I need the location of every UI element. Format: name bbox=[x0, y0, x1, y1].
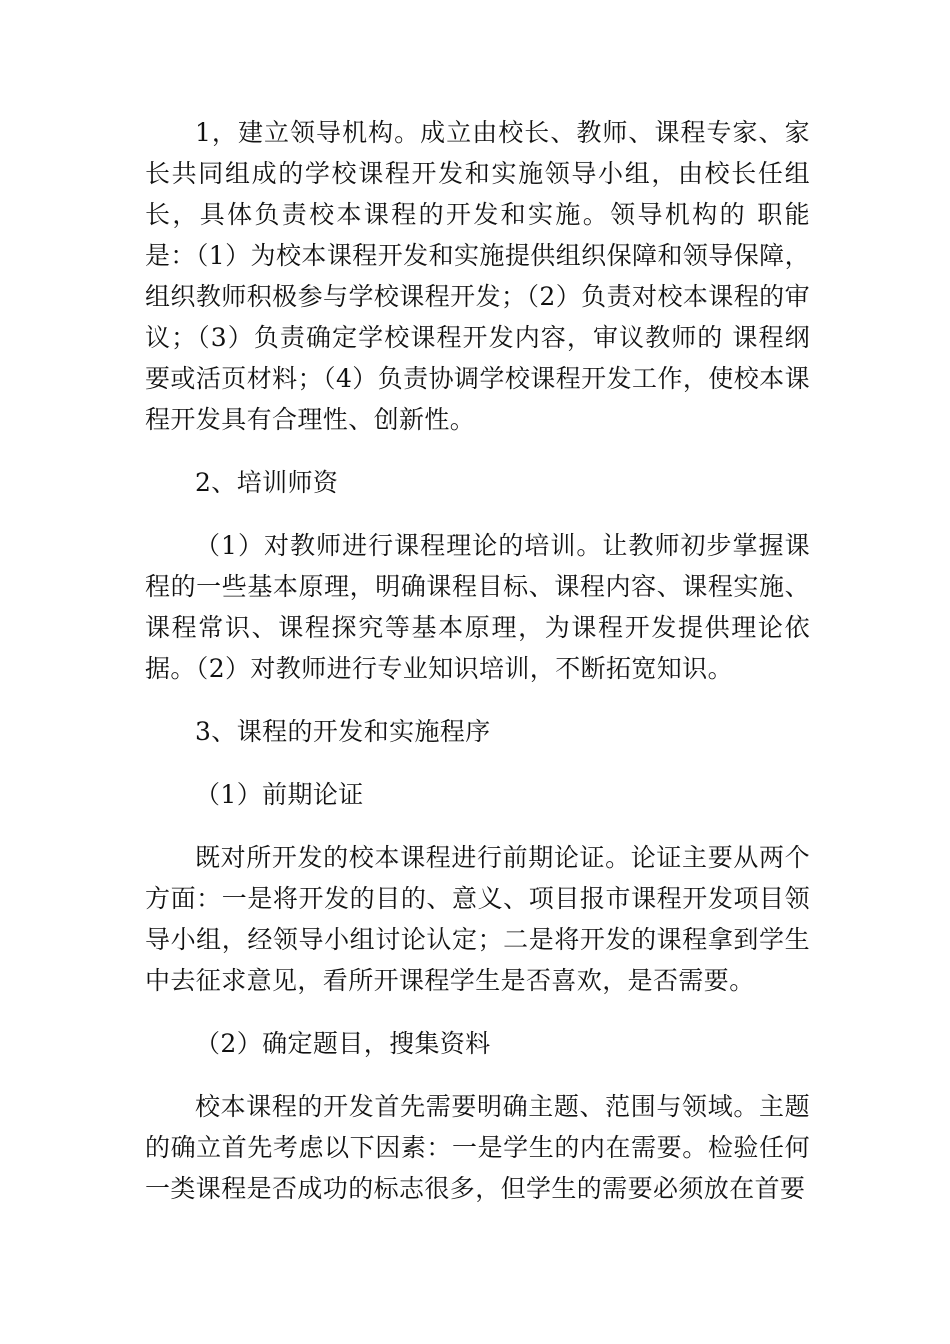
heading-teacher-training: 2、培训师资 bbox=[195, 468, 339, 497]
heading-development-procedure: 3、课程的开发和实施程序 bbox=[195, 717, 491, 746]
paragraph-topic-and-materials: 校本课程的开发首先需要明确主题、范围与领域。主题的确立首先考虑以下因素：一是学生的内在需要。检验任何一类课程是否成功的标志很多，但学生的需要必须放在首要 bbox=[145, 1092, 810, 1203]
subheading-preliminary-demonstration: （1）前期论证 bbox=[195, 780, 364, 809]
paragraph-leadership: 1，建立领导机构。成立由校长、教师、课程专家、家长共同组成的学校课程开发和实施领导小组，由校长任组长，具体负责校本课程的开发和实施。领导机构的 职能是：（1）为校本课程开发和实施提供组织保障和领导保障，组织教师积极参与学校课程开发；（2）负责对校本课程的审议；（3）负责确定学校课程开发内容，审议教师的 课程纲要或活页材料；（4）负责协调学校课程开发工作，使校本课程开发具有合理性、创新性。 bbox=[145, 118, 810, 434]
paragraph-preliminary-demonstration: 既对所开发的校本课程进行前期论证。论证主要从两个方面：一是将开发的目的、意义、项目报市课程开发项目领导小组，经领导小组讨论认定；二是将开发的课程拿到学生中去征求意见，看所开课程学生是否喜欢，是否需要。 bbox=[145, 843, 810, 995]
document-body bbox=[145, 112, 810, 1209]
subheading-topic-and-materials: （2）确定题目，搜集资料 bbox=[195, 1029, 491, 1058]
paragraph-teacher-training: （1）对教师进行课程理论的培训。让教师初步掌握课程的一些基本原理，明确课程目标、课程内容、课程实施、课程常识、课程探究等基本原理，为课程开发提供理论依据。（2）对教师进行专业知识培训，不断拓宽知识。 bbox=[145, 531, 810, 683]
